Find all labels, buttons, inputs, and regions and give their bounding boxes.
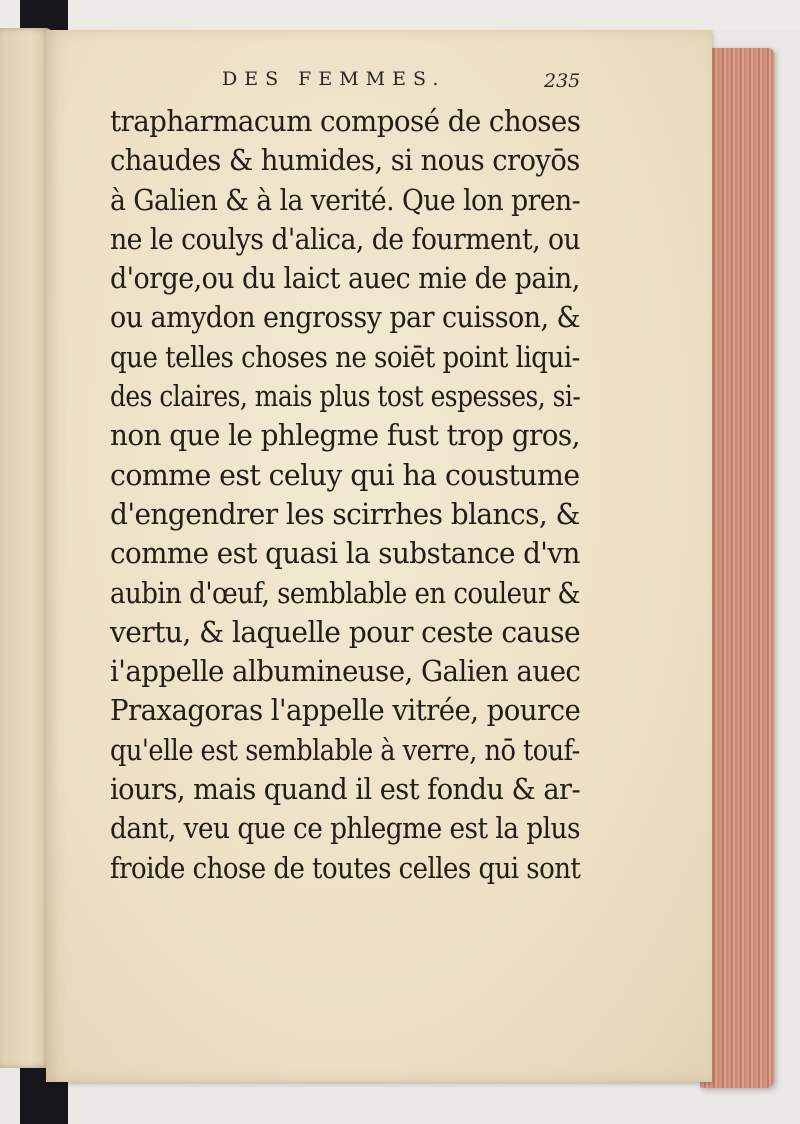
text-line: aubin d'œuf, semblable en couleur & bbox=[110, 575, 581, 610]
left-page-leaf bbox=[0, 28, 52, 1068]
text-line: vertu, & laquelle pour ceste cause bbox=[110, 614, 581, 649]
text-line: que telles choses ne soiēt point liqui- bbox=[110, 339, 580, 374]
text-line: dant, veu que ce phlegme est la plus bbox=[110, 811, 580, 846]
text-line: i'appelle albumineuse, Galien auec bbox=[110, 654, 581, 689]
scan-backdrop bbox=[0, 0, 800, 30]
text-line: des claires, mais plus tost espesses, si- bbox=[110, 379, 581, 414]
text-line: à Galien & à la verité. Que lon pren- bbox=[110, 182, 581, 217]
text-line: non que le phlegme fust trop gros, bbox=[110, 418, 580, 453]
book-page bbox=[46, 30, 712, 1082]
text-line: d'orge,ou du laict auec mie de pain, bbox=[110, 261, 580, 296]
text-line: ou amydon engrossy par cuisson, & bbox=[110, 300, 581, 335]
text-line: d'engendrer les scirrhes blancs, & bbox=[110, 496, 580, 531]
text-line: trapharmacum composé de choses bbox=[110, 104, 581, 138]
text-line: froide chose de toutes celles qui sont bbox=[110, 850, 581, 885]
text-line: Praxagoras l'appelle vitrée, pource bbox=[110, 693, 581, 728]
text-line: ne le coulys d'alica, de fourment, ou bbox=[110, 221, 581, 256]
text-line: chaudes & humides, si nous croyōs bbox=[110, 143, 580, 178]
page-number: 235 bbox=[544, 70, 581, 92]
text-line: comme est celuy qui ha coustume bbox=[110, 457, 580, 492]
text-line: qu'elle est semblable à verre, nō touf- bbox=[110, 732, 580, 767]
text-line: comme est quasi la substance d'vn bbox=[110, 536, 580, 571]
running-head: DES FEMMES. bbox=[222, 68, 446, 90]
text-block bbox=[110, 102, 580, 888]
text-line: iours, mais quand il est fondu & ar- bbox=[110, 772, 581, 807]
